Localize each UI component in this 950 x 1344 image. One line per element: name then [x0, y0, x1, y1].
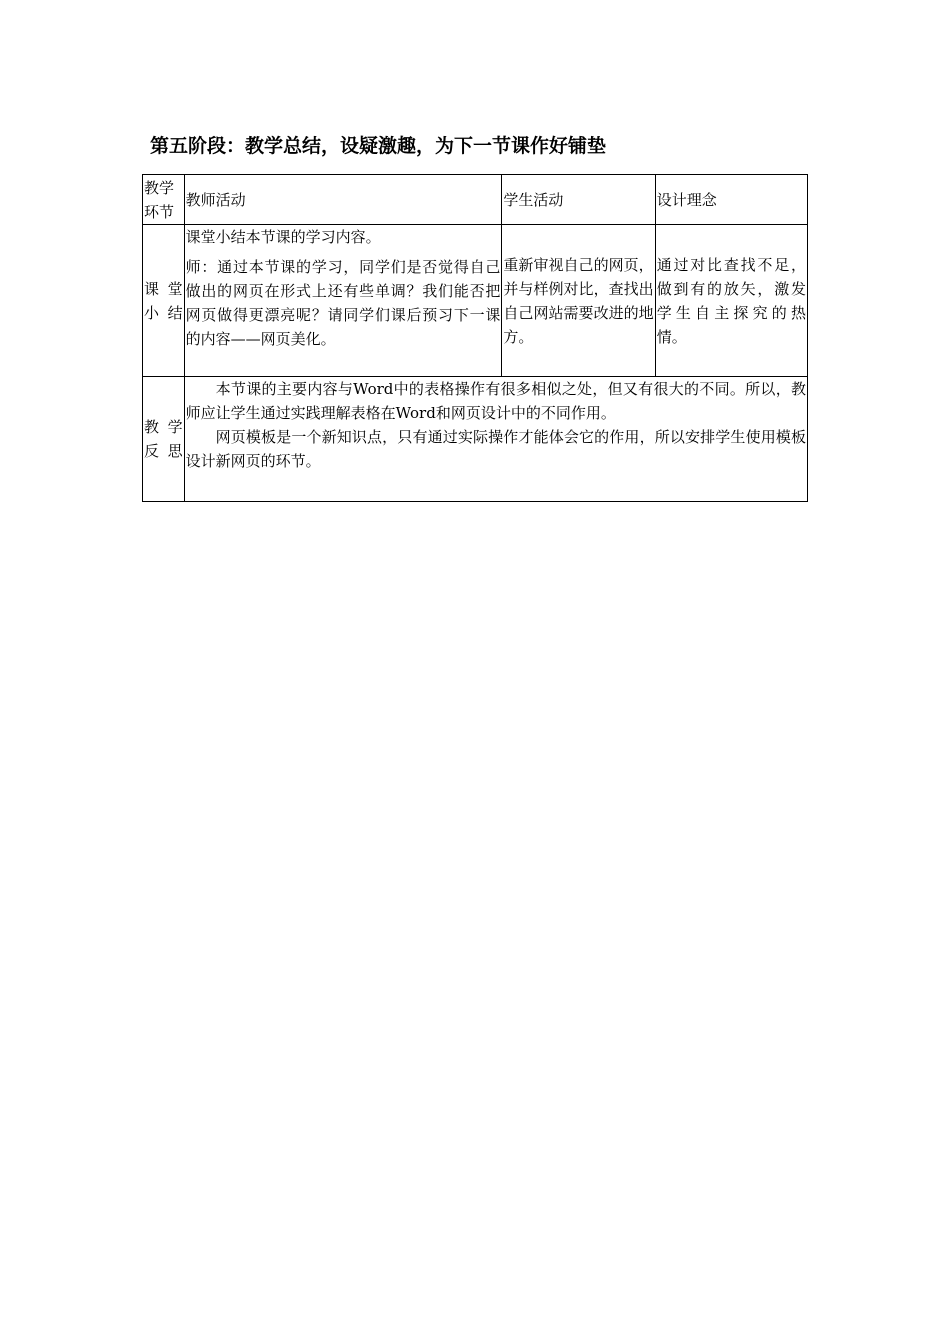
header-student-activity: 学生活动: [502, 175, 655, 225]
table-row: [143, 377, 808, 502]
reflection-para1: 本节课的主要内容与Word中的表格操作有很多相似之处，但又有很大的不同。所以，教师应让学生通过实践理解表格在Word和网页设计中的不同作用。: [185, 380, 806, 422]
header-teacher-activity: 教师活动: [184, 175, 502, 225]
stage-reflection: 教 学反思: [143, 377, 185, 502]
reflection-para2: 网页模板是一个新知识点，只有通过实际操作才能体会它的作用，所以安排学生使用模板设计新网页的环节。: [185, 428, 806, 470]
table-header-row: [143, 175, 808, 225]
lesson-table: [142, 174, 808, 502]
reflection-content: [184, 377, 807, 502]
table-row: [143, 225, 808, 377]
teacher-activity-summary: [184, 225, 502, 377]
teacher-summary-line2: 师：通过本节课的学习，同学们是否觉得自己做出的网页在形式上还有些单调？我们能否把网页做得更漂亮呢？请同学们课后预习下一课的内容——网页美化。: [185, 258, 501, 348]
student-activity-summary: 重新审视自己的网页，并与样例对比，查找出自己网站需要改进的地方。: [502, 225, 655, 377]
header-stage: 教学环节: [143, 175, 185, 225]
section-heading: 第五阶段：教学总结，设疑激趣，为下一节课作好铺垫: [150, 135, 607, 157]
teacher-summary-line1: 课堂小结本节课的学习内容。: [185, 228, 381, 246]
design-concept-summary: 通过对比查找不足，做到有的放矢，激发学生自主探究的热情。: [655, 225, 807, 377]
header-design-concept: 设计理念: [655, 175, 807, 225]
stage-summary: 课 堂小结: [143, 225, 185, 377]
